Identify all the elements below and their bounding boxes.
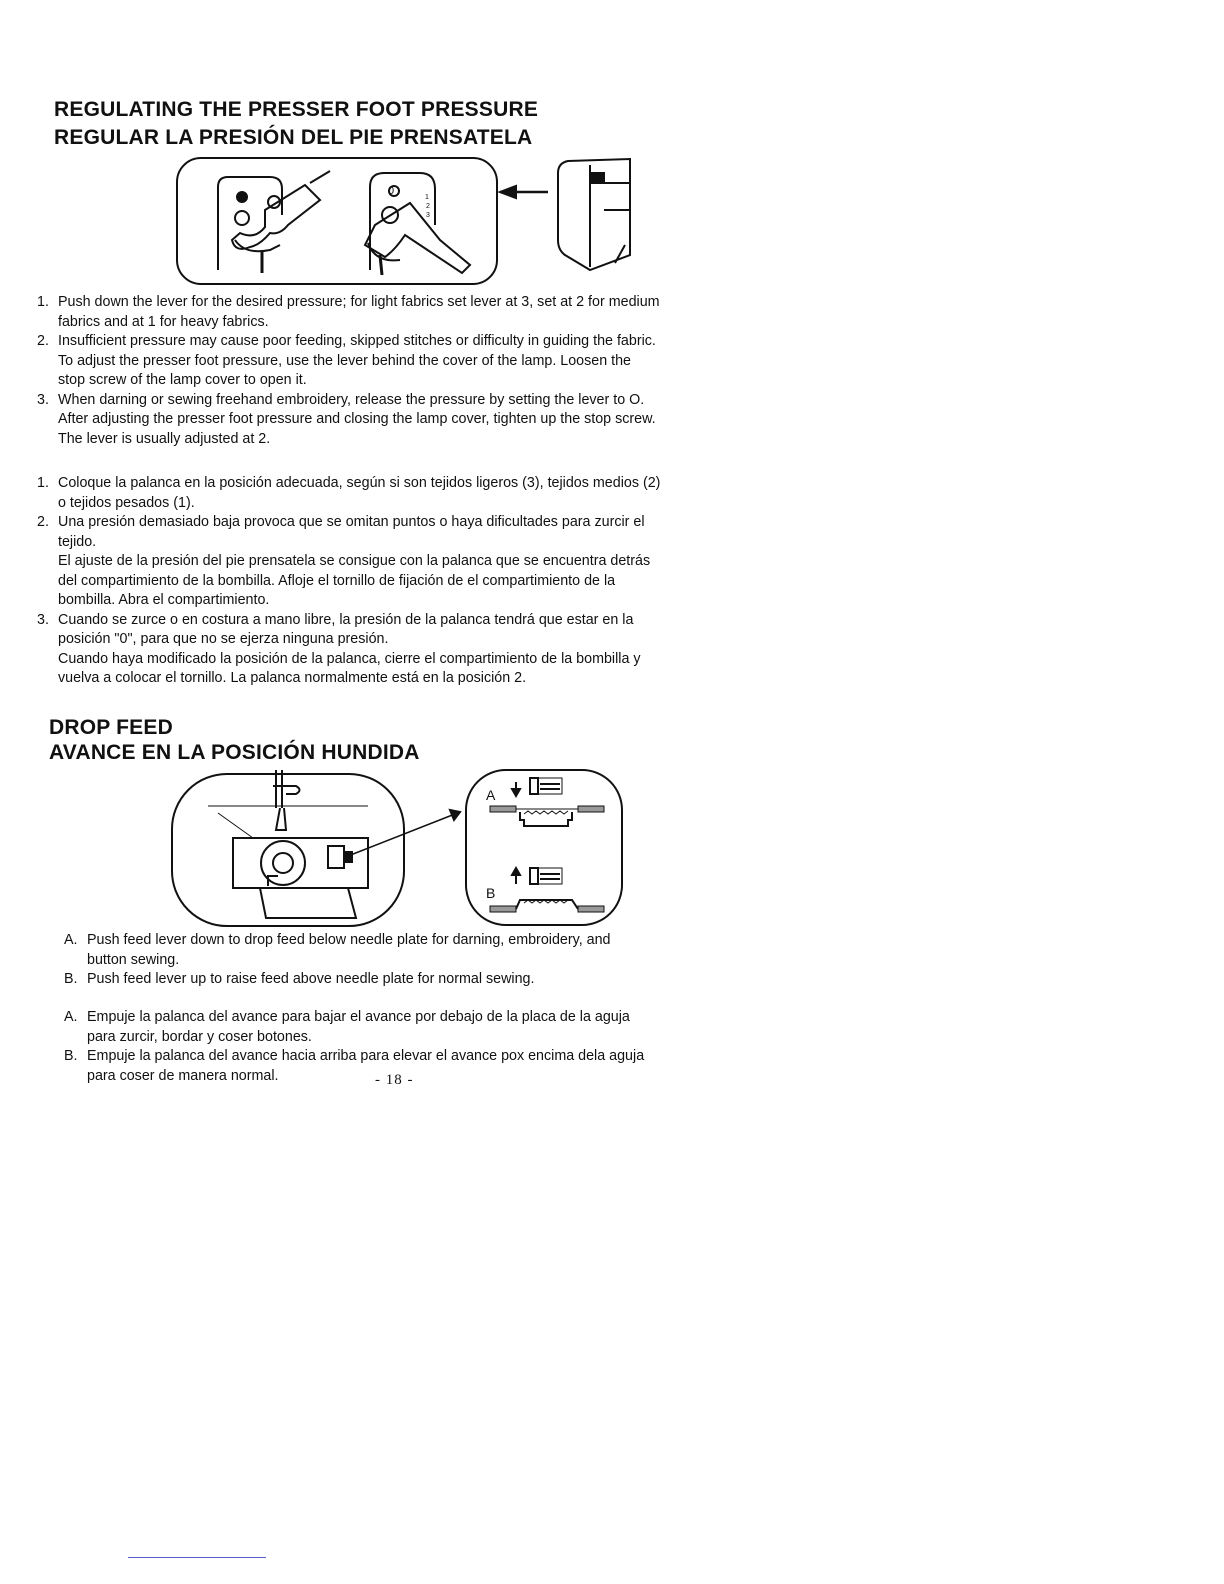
presser-foot-illustration <box>170 155 640 290</box>
feed-label-b: B <box>486 885 496 901</box>
list-item: A. Empuje la palanca del avance para bajar el avance por debajo de la placa de la aguja para zurcir, bordar y coser botones. <box>64 1009 630 1045</box>
dial-label-3: 3 <box>426 212 430 219</box>
left-screw-icon <box>237 192 247 202</box>
section-title-dropfeed-en: DROP FEED <box>49 716 173 739</box>
dial-label-1: 1 <box>425 194 429 201</box>
page-number: - 18 - <box>375 1072 414 1088</box>
feed-label-a: A <box>486 787 496 803</box>
section-title-dropfeed-es: AVANCE EN LA POSICIÓN HUNDIDA <box>49 741 420 764</box>
section-title-presser-en: REGULATING THE PRESSER FOOT PRESSURE <box>54 98 539 121</box>
machine-view-frame <box>172 774 404 926</box>
feed-dog-raised <box>516 900 578 909</box>
feed-lever-icon <box>344 852 352 862</box>
list-item: 3. When darning or sewing freehand embroidery, release the pressure by setting the lever to O. After adjusting the presser foot pressure and closing the lamp cover, tighten up the stop screw. The lever is usually adjusted at 2. <box>37 391 656 447</box>
left-lever-housing <box>218 177 282 270</box>
bottom-rule <box>128 1557 266 1558</box>
feed-lever-slot <box>328 846 344 868</box>
list-item: 1. Coloque la palanca en la posición adecuada, según si son tejidos ligeros (3), tejidos medios (2) o tejidos pesados (1). <box>37 475 661 511</box>
dropfeed-english-steps <box>64 931 611 990</box>
list-item: A. Push feed lever down to drop feed below needle plate for darning, embroidery, and button sewing. <box>64 932 611 968</box>
list-item: 2. Insufficient pressure may cause poor feeding, skipped stitches or difficulty in guiding the fabric. To adjust the presser foot pressure, use the lever behind the cover of the lamp. Loosen the stop screw of the lamp cover to open it. <box>37 333 656 388</box>
list-item: B. Empuje la palanca del avance hacia arriba para elevar el avance pox encima dela aguja para coser de manera normal. <box>64 1048 645 1084</box>
list-item: 3. Cuando se zurce o en costura a mano libre, la presión de la palanca tendrá que estar en la posición "0", para que no se ejerza ninguna presión. Cuando haya modificado la posición de la palanca, cierre el compartimiento de la bombilla y vuelva a colocar el tornillo. La palanca normalmente está en la posición 2. <box>37 611 641 686</box>
dial-label-0: 0 <box>388 185 395 197</box>
list-item: B. Push feed lever up to raise feed above needle plate for normal sewing. <box>64 971 535 987</box>
presser-english-steps <box>37 293 660 449</box>
drop-feed-illustration <box>168 768 628 933</box>
presser-spanish-steps <box>37 474 660 689</box>
free-arm-cover <box>260 888 356 918</box>
list-item: 1. Push down the lever for the desired pressure; for light fabrics set lever at 3, set at 2 for medium fabrics and at 1 for heavy fabrics. <box>37 294 660 330</box>
dial-label-2: 2 <box>426 203 430 210</box>
section-title-presser-es: REGULAR LA PRESIÓN DEL PIE PRENSATELA <box>54 126 533 149</box>
list-item: 2. Una presión demasiado baja provoca que se omitan puntos o haya dificultades para zurcir el tejido. El ajuste de la presión del pie prensatela se consigue con la palanca que se encuentra detrás del compartimiento de la bombilla. Afloje el tornillo de fijación de el compartimiento de la bombilla. Abra el compartimiento. <box>37 514 651 608</box>
dropfeed-spanish-steps <box>64 1008 644 1086</box>
left-lever-pivot-icon <box>235 211 249 225</box>
